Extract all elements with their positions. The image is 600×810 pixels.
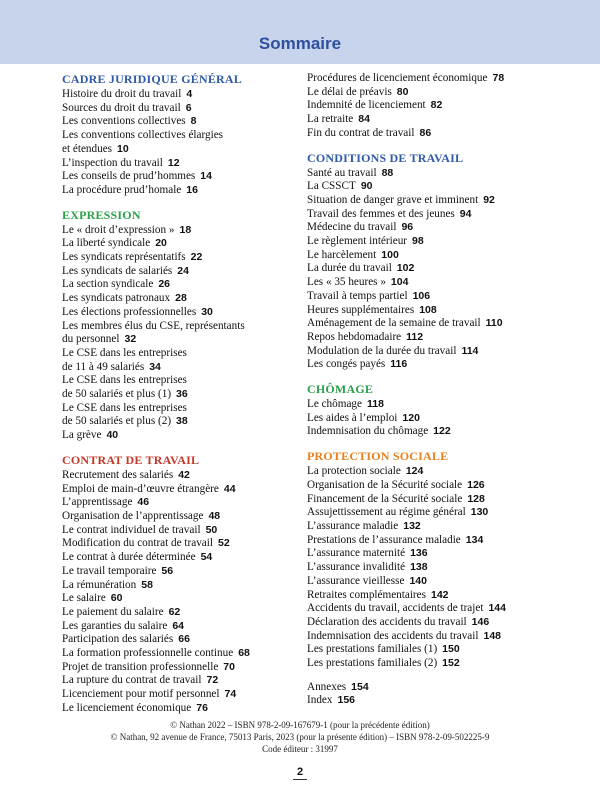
toc-entry-page: 90 [360,180,373,193]
toc-entry[interactable] [62,702,294,716]
toc-entry-page: 12 [167,156,180,169]
toc-entry-page: 92 [483,193,495,206]
toc-entry-page: 62 [168,605,181,618]
toc-entry-title: La section syndicale [62,278,154,291]
toc-entry-title: Organisation de l’apprentissage [62,509,204,522]
toc-entry[interactable] [62,551,294,565]
toc-entry-title: Les prestations familiales (1) [307,643,438,656]
toc-entry-page: 132 [403,519,421,532]
toc-entry-title: Les garanties du salaire [62,619,168,632]
page-number-value: 2 [293,766,307,780]
toc-entry-title: Assujettissement au régime général [307,506,466,519]
toc-entry-title: Retraites complémentaires [307,588,426,601]
toc-entry[interactable] [307,249,569,263]
toc-entry-page: 106 [412,289,431,302]
toc-entry[interactable] [62,388,294,402]
toc-entry-page: 32 [124,333,137,346]
toc-entry-title: Travail des femmes et des jeunes [307,207,455,220]
toc-entry[interactable] [62,374,294,388]
toc-entry[interactable] [307,493,569,507]
section-heading: PROTECTION SOCIALE [307,449,449,464]
toc-entry[interactable] [62,565,294,579]
toc-entry-page: 68 [238,647,250,660]
toc-entry[interactable] [62,224,294,238]
toc-section [307,449,569,671]
toc-entry[interactable] [307,194,569,208]
toc-entry-page: 118 [366,398,384,411]
toc-entry-title: Histoire du droit du travail [62,88,182,100]
toc-entry[interactable] [62,483,294,497]
section-heading: CADRE JURIDIQUE GÉNÉRAL [62,72,242,86]
toc-entry-title: Le règlement intérieur [307,235,408,248]
toc-entry-page: 140 [409,574,427,587]
toc-entry-title: Les membres élus du CSE, représentants [62,319,245,332]
toc-entry-page: 66 [178,633,190,646]
toc-entry[interactable] [62,157,294,171]
toc-section [62,208,294,443]
toc-entry-page: 46 [137,496,150,509]
toc-entry-title: et étendues [62,142,113,155]
toc-entry[interactable] [307,167,569,181]
toc-entry-title: Modulation de la durée du travail [307,344,457,357]
toc-entry-page: 84 [358,113,370,126]
toc-entry[interactable] [62,579,294,593]
toc-entry-page: 156 [337,694,356,707]
toc-entry-title: de 11 à 49 salariés [62,360,145,373]
toc-section [307,72,569,141]
toc-entry-page: 134 [465,533,484,546]
toc-section [307,681,569,708]
toc-entry-page: 34 [149,360,161,373]
toc-entry-title: La grève [62,429,102,442]
toc-entry[interactable] [62,674,294,688]
toc-entry[interactable] [307,616,569,630]
toc-entry[interactable] [307,479,569,493]
toc-entry-title: La rémunération [62,578,137,591]
toc-entry-page: 100 [381,248,399,261]
toc-entry-title: Recrutement des salariés [62,468,174,481]
toc-entry-title: La liberté syndicale [62,237,151,250]
toc-entry[interactable] [307,589,569,603]
toc-entry-title: La CSSCT [307,180,356,193]
toc-entry[interactable] [62,143,294,157]
toc-entry[interactable] [62,429,294,443]
toc-entry-title: Participation des salariés [62,633,174,646]
toc-entry-title: Projet de transition professionnelle [62,660,219,673]
toc-entry-page: 108 [419,303,437,316]
toc-entry-title: Les « 35 heures » [307,276,386,289]
toc-entry[interactable] [307,345,569,359]
toc-entry-page: 142 [430,588,449,601]
toc-entry[interactable] [62,265,294,279]
toc-entry-page: 50 [205,523,218,536]
toc-entry[interactable] [62,661,294,675]
toc-entry-title: Santé au travail [307,166,377,179]
toc-entry[interactable] [62,184,294,198]
section-heading: CONTRAT DE TRAVAIL [62,452,200,467]
toc-entry-title: Le contrat individuel de travail [62,523,201,536]
toc-entry[interactable] [62,647,294,661]
toc-entry-title: Le délai de préavis [307,85,392,98]
toc-entry[interactable] [62,320,294,334]
toc-entry-page: 44 [223,482,236,495]
toc-entry[interactable] [307,317,569,331]
page-title: Sommaire [258,34,342,53]
toc-entry-page: 102 [396,262,415,275]
toc-entry-page: 114 [461,344,479,357]
publisher-code: Code éditeur : 31997 [262,744,338,754]
toc-entry-title: Prestations de l’assurance maladie [307,533,461,546]
toc-entry-page: 122 [433,425,451,438]
toc-entry[interactable] [307,331,569,345]
toc-entry-title: L’assurance maternité [307,547,406,560]
toc-entry-page: 104 [390,276,409,289]
toc-entry-title: Le salaire [62,592,106,605]
toc-entry-title: L’assurance invalidité [307,561,406,574]
toc-entry-title: Indemnité de licenciement [307,99,426,112]
toc-entry[interactable] [307,180,569,194]
toc-entry-title: Organisation de la Sécurité sociale [307,478,463,491]
toc-entry-title: Le chômage [307,398,362,411]
toc-entry-title: Les conventions collectives élargies [62,129,224,142]
toc-entry[interactable] [62,415,294,429]
toc-entry[interactable] [62,292,294,306]
toc-entry[interactable] [62,88,294,102]
toc-section [62,72,294,198]
toc-entry-title: Le licenciement économique [62,701,192,714]
toc-entry-title: Les aides à l’emploi [307,411,398,424]
toc-entry[interactable] [307,72,569,86]
toc-entry-title: Licenciement pour motif personnel [62,688,220,701]
toc-entry-page: 128 [467,492,485,505]
toc-entry[interactable] [307,657,569,671]
toc-entry[interactable] [62,688,294,702]
toc-entry-title: Procédures de licenciement économique [307,72,488,84]
toc-entry[interactable] [62,361,294,375]
toc-entry-title: Les conseils de prud’hommes [62,170,196,183]
toc-entry-page: 8 [190,115,197,128]
toc-entry[interactable] [307,520,569,534]
toc-entry-page: 30 [201,305,213,318]
toc-entry-page: 22 [190,251,203,264]
toc-entry[interactable] [307,630,569,644]
toc-entry[interactable] [62,129,294,143]
toc-entry-title: Les syndicats patronaux [62,292,171,305]
toc-entry[interactable] [307,99,569,113]
toc-entry-page: 78 [492,72,505,84]
toc-entry-page: 70 [223,660,235,673]
toc-entry-page: 82 [430,99,443,112]
toc-entry[interactable] [307,113,569,127]
toc-entry-title: de 50 salariés et plus (1) [62,388,172,401]
toc-entry-page: 42 [178,468,190,481]
toc-entry-title: L’assurance vieillesse [307,574,405,587]
toc-entry-title: La formation professionnelle continue [62,647,234,660]
toc-left-column [62,72,294,726]
toc-entry-page: 64 [172,619,184,632]
toc-entry[interactable] [307,412,569,426]
toc-entry-page: 96 [401,221,414,234]
toc-entry[interactable] [307,534,569,548]
toc-entry-title: L’apprentissage [62,496,133,509]
toc-entry-title: Modification du contrat de travail [62,537,213,550]
toc-right-column [307,72,569,718]
toc-entry[interactable] [307,465,569,479]
toc-entry[interactable] [62,592,294,606]
toc-entry-title: de 50 salariés et plus (2) [62,415,172,428]
toc-entry-title: La durée du travail [307,262,392,275]
toc-entry[interactable] [307,602,569,616]
copyright-line-2: © Nathan, 92 avenue de France, 75013 Paris, 2023 (pour la présente édition) – ISBN 978-2-09-502225-9 [110,732,490,742]
toc-entry-page: 148 [483,629,502,642]
toc-entry-title: La procédure prud’homale [62,183,182,196]
toc-entry-page: 6 [185,101,192,114]
toc-entry-title: La protection sociale [307,465,401,478]
toc-entry-page: 18 [179,223,192,236]
toc-entry-title: Fin du contrat de travail [307,126,415,139]
toc-entry[interactable] [307,276,569,290]
toc-entry-page: 38 [176,415,188,428]
toc-entry-title: Sources du droit du travail [62,101,181,114]
toc-entry-title: Le CSE dans les entreprises [62,374,187,387]
toc-entry-title: Le CSE dans les entreprises [62,401,187,414]
toc-entry-page: 74 [224,688,237,701]
toc-entry[interactable] [62,620,294,634]
toc-entry-page: 4 [186,88,193,100]
toc-entry-title: Les syndicats représentatifs [62,251,186,264]
toc-entry-title: Financement de la Sécurité sociale [307,492,463,505]
toc-entry[interactable] [62,469,294,483]
toc-entry-title: La rupture du contrat de travail [62,674,202,687]
toc-entry-page: 152 [442,657,460,670]
toc-entry[interactable] [62,170,294,184]
toc-entry[interactable] [62,524,294,538]
toc-section [307,382,569,439]
toc-entry-title: Aménagement de la semaine de travail [307,317,481,330]
toc-entry-title: Indemnisation du chômage [307,425,429,438]
toc-entry-page: 98 [412,235,424,248]
toc-entry-page: 56 [161,564,174,577]
toc-entry-title: Situation de danger grave et imminent [307,193,479,206]
toc-entry-page: 112 [406,330,424,343]
section-heading: CONDITIONS DE TRAVAIL [307,150,464,165]
toc-entry[interactable] [62,402,294,416]
toc-entry-page: 116 [390,358,408,371]
toc-entry[interactable] [307,547,569,561]
toc-entry-page: 72 [206,674,219,687]
toc-entry-title: Le contrat à durée déterminée [62,551,196,564]
toc-entry-title: Les élections professionnelles [62,305,197,318]
toc-entry-page: 10 [117,142,129,155]
section-heading: CHÔMAGE [307,382,374,397]
toc-entry[interactable] [62,102,294,116]
toc-entry-title: Indemnisation des accidents du travail [307,629,479,642]
toc-entry-title: Le « droit d’expression » [62,223,175,236]
toc-entry[interactable] [307,681,569,695]
toc-entry[interactable] [307,290,569,304]
toc-entry-title: Repos hebdomadaire [307,330,402,343]
toc-entry[interactable] [307,506,569,520]
toc-entry-title: Index [307,694,333,707]
toc-entry[interactable] [62,633,294,647]
toc-entry[interactable] [307,262,569,276]
toc-entry-page: 146 [471,615,490,628]
toc-entry-title: L’assurance maladie [307,519,399,532]
toc-entry[interactable] [62,510,294,524]
toc-entry-title: Médecine du travail [307,221,397,234]
toc-entry-page: 28 [175,292,187,305]
toc-entry-title: Les syndicats de salariés [62,264,173,277]
toc-entry-page: 144 [488,602,506,615]
toc-entry[interactable] [307,221,569,235]
toc-entry-title: Les congés payés [307,358,386,371]
toc-entry-page: 80 [396,85,409,98]
toc-section [307,151,569,373]
toc-entry-page: 58 [141,578,153,591]
toc-entry-page: 26 [158,278,171,291]
toc-entry[interactable] [307,208,569,222]
toc-entry[interactable] [307,561,569,575]
toc-entry[interactable] [307,575,569,589]
toc-entry-title: Déclaration des accidents du travail [307,615,467,628]
toc-entry[interactable] [307,398,569,412]
toc-entry-page: 136 [410,547,428,560]
toc-entry[interactable] [62,237,294,251]
copyright-footer [0,719,600,755]
toc-entry[interactable] [62,306,294,320]
toc-entry-title: L’inspection du travail [62,156,163,169]
toc-entry-title: Le travail temporaire [62,564,157,577]
toc-entry-page: 36 [176,388,188,401]
toc-entry-title: Le harcèlement [307,248,377,261]
toc-entry-page: 126 [467,478,485,491]
toc-entry[interactable] [62,496,294,510]
toc-entry[interactable] [62,606,294,620]
toc-entry[interactable] [307,86,569,100]
toc-entry[interactable] [62,115,294,129]
toc-entry[interactable] [307,358,569,372]
toc-entry[interactable] [307,235,569,249]
toc-entry-page: 138 [410,561,428,574]
toc-entry-page: 150 [442,643,460,656]
toc-entry-page: 20 [155,237,167,250]
section-heading: EXPRESSION [62,207,141,222]
toc-entry[interactable] [62,251,294,265]
toc-entry-page: 54 [200,551,213,564]
toc-entry-page: 124 [405,465,424,478]
toc-entry[interactable] [62,333,294,347]
toc-entry[interactable] [307,304,569,318]
toc-entry-title: Le CSE dans les entreprises [62,346,187,359]
toc-entry-title: du personnel [62,333,120,346]
toc-entry[interactable] [307,127,569,141]
toc-section [62,453,294,716]
toc-entry[interactable] [62,278,294,292]
toc-entry-page: 88 [381,166,394,179]
toc-entry-title: Les prestations familiales (2) [307,657,438,670]
page-number [0,762,600,780]
toc-entry-title: Le paiement du salaire [62,605,164,618]
toc-entry-page: 40 [106,429,119,442]
toc-entry-page: 24 [177,264,189,277]
toc-entry-title: Les conventions collectives [62,115,186,128]
toc-entry-page: 14 [200,170,212,183]
toc-entry-title: Emploi de main-d’œuvre étrangère [62,482,219,495]
toc-entry-page: 76 [196,701,208,714]
toc-entry[interactable] [307,425,569,439]
copyright-line-1: © Nathan 2022 – ISBN 978-2-09-167679-1 (pour la précédente édition) [170,720,430,730]
toc-entry-page: 94 [459,207,472,220]
toc-entry-title: La retraite [307,113,354,126]
toc-entry-title: Heures supplémentaires [307,303,415,316]
toc-entry-page: 154 [351,680,369,693]
toc-entry-page: 130 [470,506,489,519]
toc-entry-page: 48 [208,509,221,522]
toc-entry[interactable] [307,643,569,657]
toc-entry-title: Annexes [307,680,347,693]
toc-entry-page: 60 [110,592,123,605]
toc-entry-page: 110 [485,317,503,330]
toc-entry-page: 86 [419,126,432,139]
toc-entry-page: 52 [217,537,230,550]
toc-entry[interactable] [307,694,569,708]
toc-entry-title: Accidents du travail, accidents de trajet [307,602,484,615]
toc-entry-page: 16 [186,183,198,196]
toc-entry-page: 120 [402,411,420,424]
header-band [0,0,600,64]
toc-entry[interactable] [62,537,294,551]
toc-entry[interactable] [62,347,294,361]
toc-entry-title: Travail à temps partiel [307,289,408,302]
